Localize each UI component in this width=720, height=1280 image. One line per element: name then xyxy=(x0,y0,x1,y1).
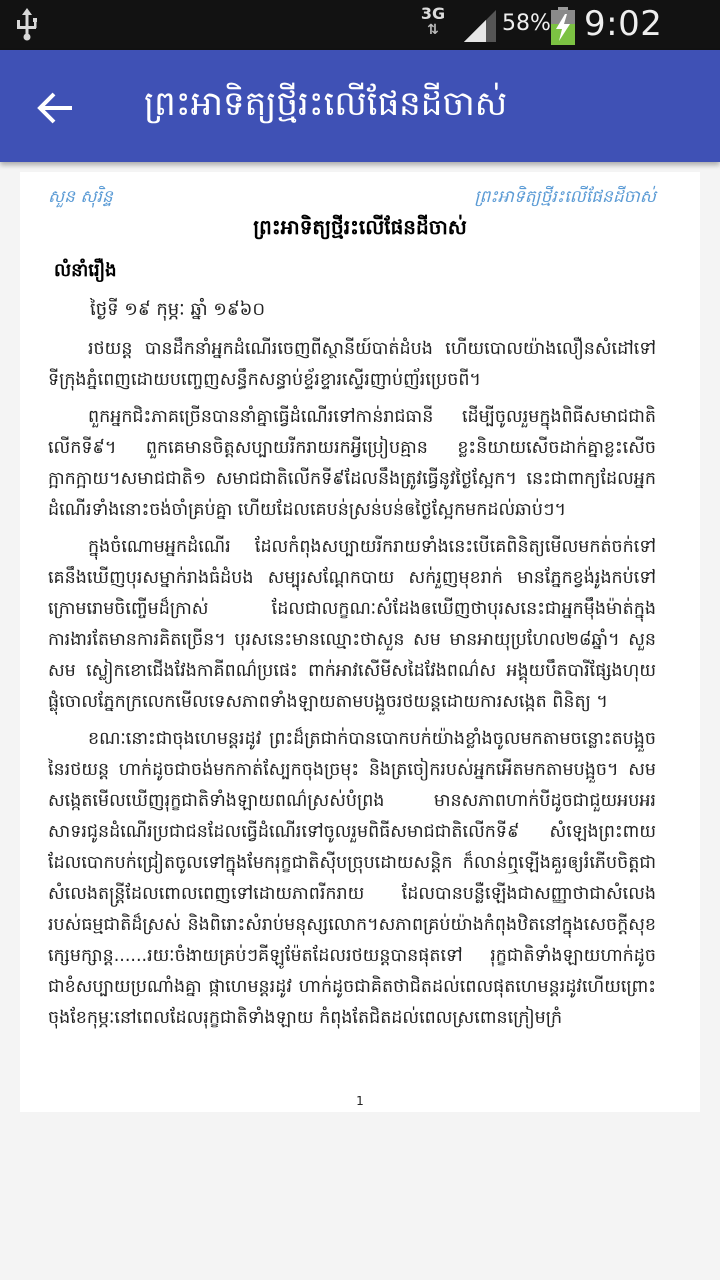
page-header-author: សួន សុរិន្ទ xyxy=(48,187,113,207)
page-header-title: ព្រះអាទិត្យថ្មីរះលើផែនដីចាស់ xyxy=(474,187,656,207)
page-number: 1 xyxy=(356,1094,364,1108)
status-clock: 9:02 xyxy=(584,4,663,44)
signal-icon xyxy=(462,8,498,48)
date-line: ថ្ងៃទី ១៩ កុម្ភៈ ឆ្នាំ ១៩៦០ xyxy=(90,299,266,320)
battery-percent: 58% xyxy=(502,11,551,36)
paragraph: ខណៈនោះជាចុងហេមន្តរដូវ ព្រះដ៏ត្រជាក់បានបោកបក់យ៉ាងខ្លាំងចូលមកតាមចន្លោះតបង្អួចនៃរថយន្ត ហាក់ដូចជាចង់មកកាត់ស្បែកចុងច្រមុះ និងត្រចៀករបស់អ្នកអើតមកតាមបង្អួច។ សម សង្កេតមើលឃើញរុក្ខជាតិទាំងឡាយពណ៌ស្រស់បំព្រង មានសភាពហាក់បីដូចជាជួយអបអរសាទរជូនដំណើរប្រជាជនដែលធ្វើដំណើរទៅចូលរួមពិធីសមាជជាតិលើកទី៩ សំឡេងព្រះពាយដែលបោកបក់ជ្រៀតចូលទៅក្នុងមែករុក្ខជាតិស៊ីបច្រុបដោយសន្តិក ក៏លាន់ឮឡើងគួរឲ្យរំភើបចិត្តជាសំលេងតន្ត្រីដែលពោលពេញទៅដោយភាពរីករាយ ដែលបានបន្លឺឡើងជាសញ្ញាថាជាសំលេងរបស់ធម្មជាតិដ៏ស្រស់ និងពិរោះសំរាប់មនុស្សលោក។សភាពគ្រប់យ៉ាងកំពុងឋិតនៅក្នុងសេចក្តីសុខក្សេមក្សាន្ត......រយៈចំងាយគ្រប់ៗគីឡូម៉ែតដែលរថយន្តបានផុតទៅ រុក្ខជាតិទាំងឡាយហាក់ដូចជាខំសប្បាយប្រណាំងគ្នា ផ្កាហេមន្តរដូវ ហាក់ដូចជាគិតថាជិតដល់ពេលផុតហេមន្តរដូវហើយព្រោះចុងខែកុម្ភៈនៅពេលដែលរុក្ខជាតិទាំងឡាយ កំពុងតែជិតដល់ពេលស្រពោនក្រៀមក្រំ xyxy=(48,729,656,1028)
app-bar xyxy=(0,50,720,162)
paragraph: ក្នុងចំណោមអ្នកដំណើរ ដែលកំពុងសប្បាយរីករាយទាំងនេះបើគេពិនិត្យមើលមកត់ចក់ទៅ គេនឹងឃើញបុរសម្នាក់រាងធំដំបង សម្បុរសណ្តែកបាយ សក់រួញមុខរាក់ មានភ្នែកខ្វង់រូងកប់ទៅក្រោមរោមចិញ្ចើមដ៏ក្រាស់ ដែលជាលក្ខណៈសំដែងឲឃើញថាបុរសនេះជាអ្នកម៉ឹងម៉ាត់ក្នុងការងារតែមានការគិតច្រើន។ បុរសនេះមានឈ្មោះថាសួន សម មានអាយុប្រហែល២៨ឆ្នាំ។ សួន សម ស្លៀកខោជើងវែងកាគីពណ៌ប្រផេះ ពាក់អាវសើមីសដៃវែងពណ៌ស អង្គុយបឹតបារីផ្សែងហុយផ្លុំចោលភ្នែកក្រលេកមើលទេសភាពទាំងឡាយតាមបង្អួចរថយន្តដោយការសង្កេត ពិនិត្យ ។ xyxy=(48,537,656,712)
usb-icon xyxy=(14,8,40,46)
document-page xyxy=(20,172,700,1112)
body-text xyxy=(48,334,656,1040)
network-arrows-icon: ⇅ xyxy=(427,22,439,38)
paragraph: ពួកអ្នកជិះភាគច្រើនបាននាំគ្នាធ្វើដំណើរទៅកាន់រាជធានី ដើម្បីចូលរួមក្នុងពិធីសមាជជាតិលើកទី៩។ ពួកគេមានចិត្តសប្បាយរីករាយរកអ្វីប្រៀបគ្មាន ខ្លះនិយាយសើចដាក់គ្នាខ្លះសើចក្អាកក្អាយ។សមាជជាតិ១ សមាជជាតិលើកទី៩ដែលនឹងត្រូវធ្វើនូវថ្ងៃស្អែក។ នេះជាពាក្យដែលអ្នកដំណើរទាំងនោះចង់ចាំគ្រប់គ្នា ហើយដែលគេបន់ស្រន់បន់ឲថ្ងៃស្អែកមកដល់ឆាប់ៗ។ xyxy=(48,407,656,520)
battery-charging-icon xyxy=(550,6,576,50)
document-title: ព្រះអាទិត្យថ្មីរះលើផែនដីចាស់ xyxy=(253,215,467,239)
section-heading: លំនាំរឿង xyxy=(54,260,117,281)
status-bar xyxy=(0,0,720,50)
paragraph: រថយន្ត បានដឹកនាំអ្នកដំណើរចេញពីស្ថានីយ៍បាត់ដំបង ហើយបោលយ៉ាងលឿនសំដៅទៅទីក្រុងភ្នំពេញដោយបញ្ចេញសន្ធឹកសន្ធាប់ខ្ទ័រខ្ទារស្ទើរញាប់ញ័រប្រេចពី។ xyxy=(48,339,656,390)
network-type-indicator: 3G ⇅ xyxy=(418,6,448,38)
arrow-left-icon[interactable] xyxy=(34,86,78,130)
app-title: ព្រះអាទិត្យថ្មីរះលើផែនដីចាស់ xyxy=(144,84,508,124)
